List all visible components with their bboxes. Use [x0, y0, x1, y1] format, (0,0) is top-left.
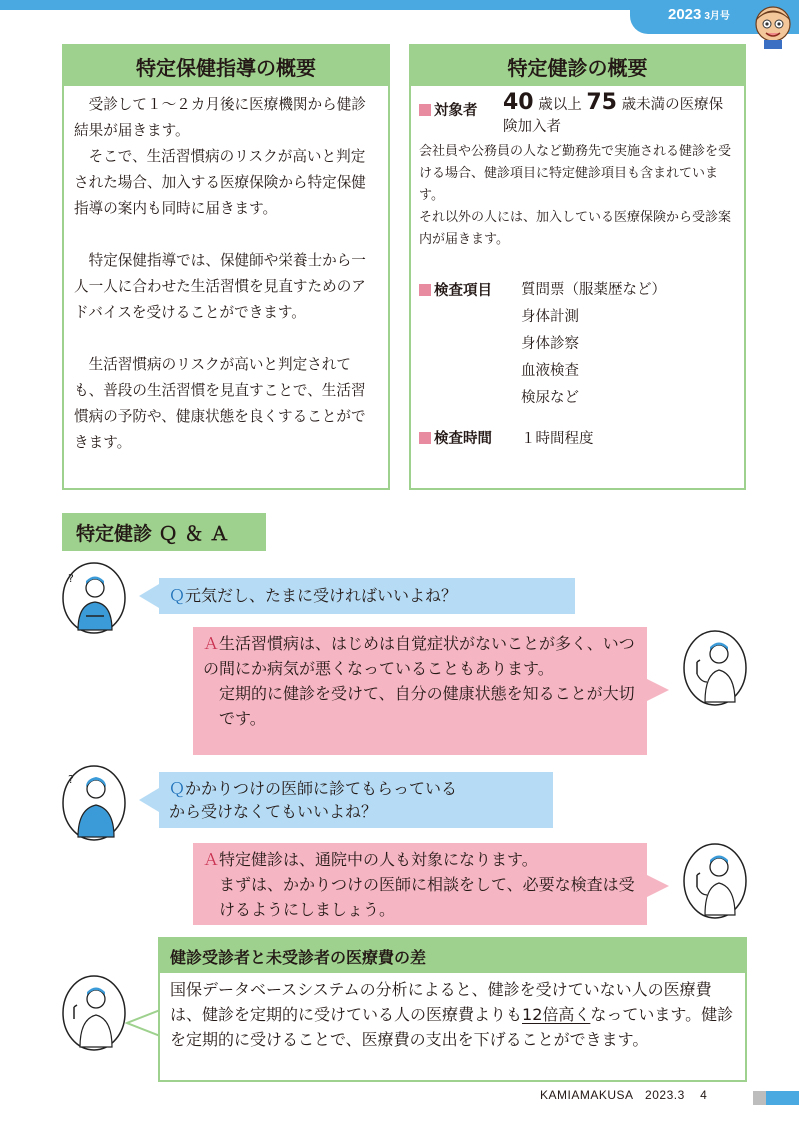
items-list-item: 質問票（服薬歴など）	[521, 282, 666, 298]
issue-label	[668, 6, 730, 23]
qa-heading: 特定健診 Ｑ ＆ Ａ	[62, 513, 266, 551]
time-value: １時間程度	[521, 431, 594, 447]
items-label: 検査項目	[434, 283, 492, 299]
question-1-text: 元気だし、たまに受ければいいよね？	[185, 586, 458, 605]
guidance-paragraph: 生活習慣病のリスクが高いと判定されても、普段の生活習慣を見直すことで、生活習慣病の予防や、健康状態を良くすることができます。	[74, 356, 366, 451]
footer-gray-bar	[753, 1091, 766, 1105]
medical-cost-difference-box	[158, 937, 747, 1082]
answer-1-line-1: 生活習慣病は、はじめは自覚症状がないことが多く、いつの間にか病気が悪くなっていることもあります。	[203, 634, 635, 678]
specific-health-checkup-box	[409, 44, 746, 490]
cost-text-before: 国保データベースシステムの分析によると、健診を受けていない人の医療費は、健診を定期的に受けている人の医療費よりも	[170, 980, 712, 1024]
question-bubble-2	[159, 772, 553, 828]
q-mark: Ｑ	[169, 586, 186, 605]
specific-health-guidance-body	[64, 86, 388, 456]
items-list	[521, 279, 666, 414]
question-2-line-1: かかりつけの医師に診てもらっている	[185, 779, 458, 798]
items-list-item: 身体計測	[521, 309, 579, 325]
bullet-square-icon	[419, 104, 431, 116]
cost-highlight: 12倍高く	[522, 1005, 591, 1024]
guidance-paragraph: そこで、生活習慣病のリスクが高いと判定された場合、加入する医療保険から特定保健指導の案内も同時に届きます。	[74, 148, 366, 217]
elderly-person-avatar-icon	[62, 765, 126, 841]
guidance-paragraph: 受診して１～２カ月後に医療機関から健診結果が届きます。	[74, 96, 366, 139]
target-row	[419, 92, 736, 138]
mascot-icon	[748, 2, 798, 50]
checkup-note-1: 会社員や公務員の人など勤務先で実施される健診を受ける場合、健診項目に特定健診項目も含まれています。	[419, 144, 732, 203]
time-label: 検査時間	[434, 431, 492, 447]
specific-health-checkup-body	[411, 86, 744, 448]
answer-2-line-2: まずは、かかりつけの医師に相談をして、必要な検査は受けるようにしましょう。	[219, 875, 635, 919]
cost-callout-tail	[125, 1008, 160, 1038]
question-bubble-1	[159, 578, 575, 614]
svg-text:?: ?	[68, 572, 74, 585]
target-mid: 歳以上	[538, 97, 582, 113]
specific-health-guidance-box	[62, 44, 390, 490]
svg-text:?: ?	[68, 773, 74, 786]
issue-month: 3月号	[704, 11, 730, 22]
q-mark: Ｑ	[169, 779, 186, 798]
questioning-person-avatar-icon	[62, 562, 126, 634]
footer	[540, 1088, 707, 1102]
target-rest: 歳未満の医療保険加入者	[503, 97, 724, 135]
nurse-avatar-icon	[683, 843, 747, 919]
answer-2-line-1: 特定健診は、通院中の人も対象になります。	[219, 850, 538, 869]
cost-text-after: なっています。健診を定期的に受けることで、医療費の支出を下げることができます。	[170, 1005, 734, 1049]
items-list-item: 身体診察	[521, 336, 579, 352]
specific-health-checkup-title: 特定健診の概要	[411, 46, 744, 86]
target-value	[503, 92, 736, 138]
medical-cost-difference-title: 健診受診者と未受診者の医療費の差	[160, 939, 745, 973]
nurse-avatar-icon	[62, 975, 126, 1051]
answer-bubble-1	[193, 627, 647, 755]
bullet-square-icon	[419, 284, 431, 296]
target-age-to: 75	[586, 90, 617, 115]
items-row	[419, 279, 736, 414]
bullet-square-icon	[419, 432, 431, 444]
specific-health-guidance-title: 特定保健指導の概要	[64, 46, 388, 86]
page-number: 4	[700, 1088, 708, 1102]
question-2-line-2: から受けなくてもいいよね？	[169, 802, 378, 821]
footer-issue: 2023.3	[645, 1088, 685, 1102]
footer-blue-bar	[766, 1091, 799, 1105]
issue-year: 2023	[668, 6, 702, 23]
items-list-item: 検尿など	[521, 390, 579, 406]
checkup-note-2: それ以外の人には、加入している医療保険から受診案内が届きます。	[419, 210, 732, 247]
items-list-item: 血液検査	[521, 363, 579, 379]
a-mark: Ａ	[203, 850, 220, 869]
answer-1-line-2: 定期的に健診を受けて、自分の健康状態を知ることが大切です。	[219, 684, 635, 728]
time-row	[419, 427, 736, 448]
medical-cost-difference-body	[160, 973, 745, 1056]
target-age-from: 40	[503, 90, 534, 115]
answer-bubble-2	[193, 843, 647, 925]
footer-name: KAMIAMAKUSA	[540, 1088, 634, 1102]
guidance-paragraph: 特定保健指導では、保健師や栄養士から一人一人に合わせた生活習慣を見直すためのアドバイスを受けることができます。	[74, 252, 366, 321]
a-mark: Ａ	[203, 634, 220, 653]
nurse-avatar-icon	[683, 630, 747, 706]
target-label: 対象者	[434, 103, 478, 119]
